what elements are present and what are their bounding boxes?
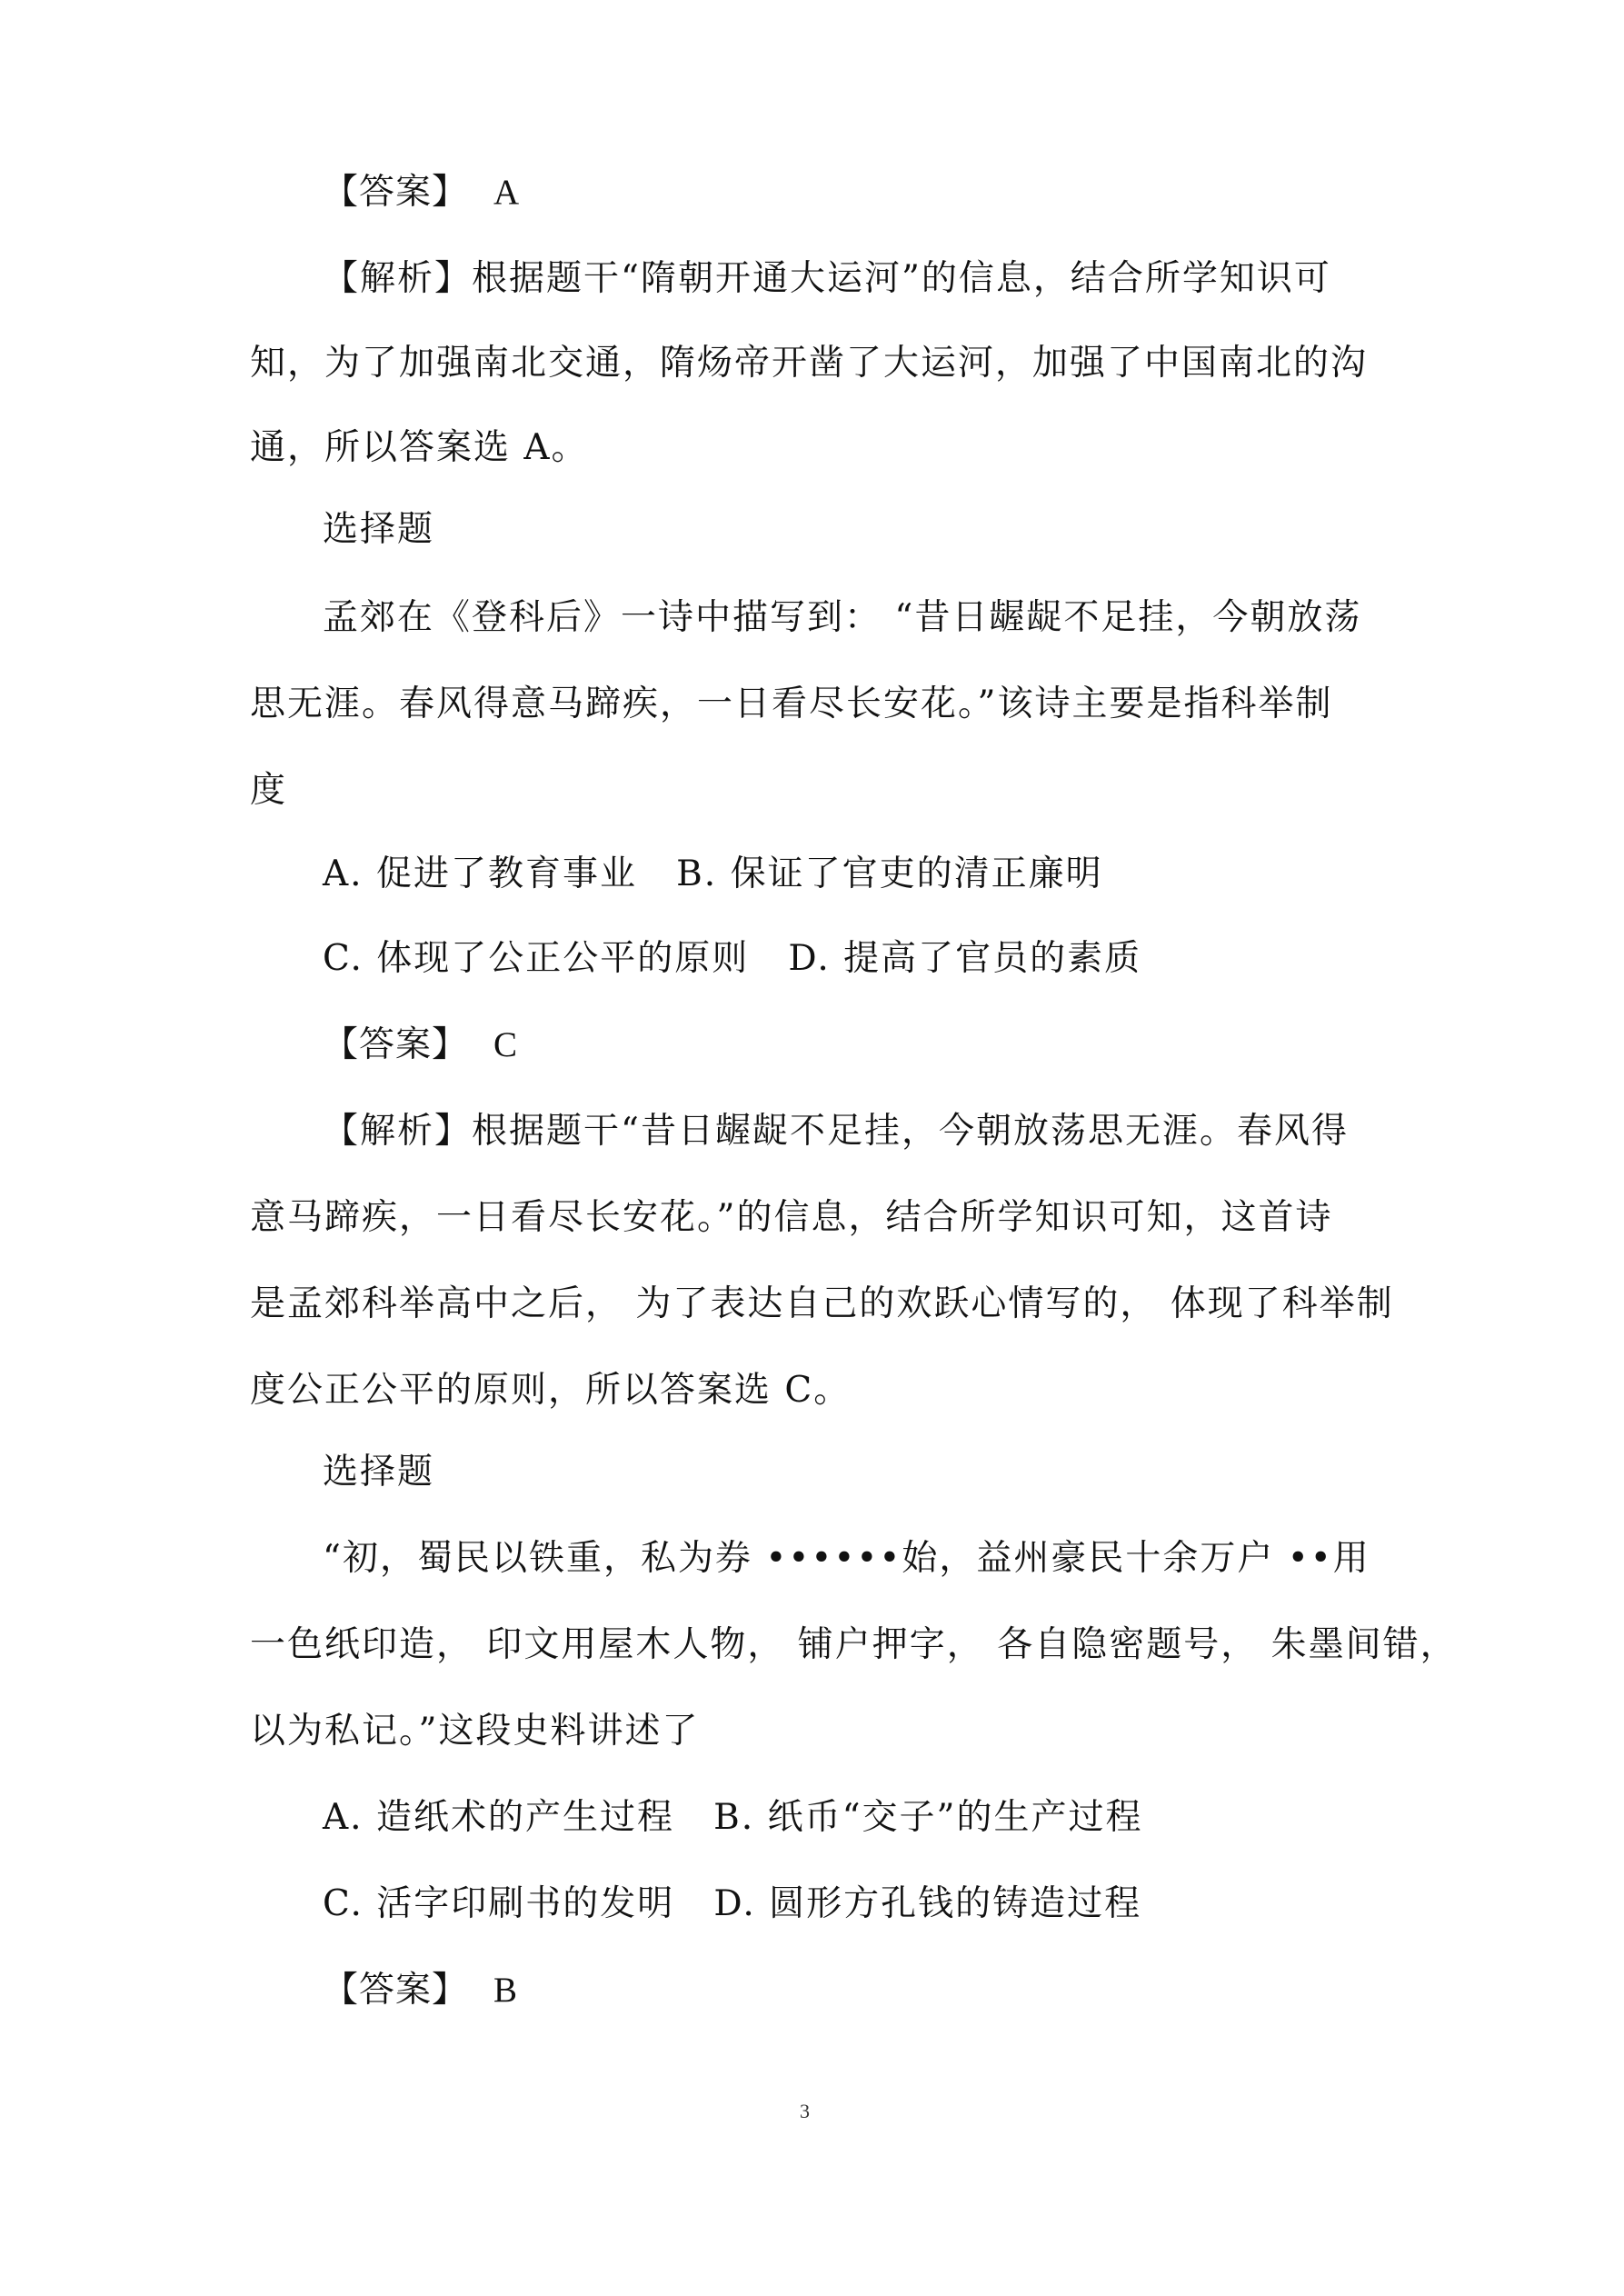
question-stem-line: 思无涯。春风得意马蹄疾，一日看尽长安花。”该诗主要是指科举制 xyxy=(250,684,1333,724)
answer-line-q1 xyxy=(323,172,520,213)
answer-label: 【答案】 xyxy=(323,1024,469,1065)
options-line: A. 促进了教育事业 B. 保证了官吏的清正廉明 xyxy=(323,854,1103,894)
analysis-line: 度公正公平的原则，所以答案选 C。 xyxy=(250,1370,852,1411)
answer-label: 【答案】 xyxy=(323,1970,469,2011)
analysis-line: 意马蹄疾，一日看尽长安花。”的信息，结合所学知识可知，这首诗 xyxy=(250,1197,1333,1238)
question-stem-line: 孟郊在《登科后》一诗中描写到： “昔日龌龊不足挂，今朝放荡 xyxy=(323,597,1362,638)
analysis-line: 知，为了加强南北交通，隋炀帝开凿了大运河，加强了中国南北的沟 xyxy=(250,343,1369,384)
question-type-label: 选择题 xyxy=(323,509,435,550)
options-line: C. 活字印刷书的发明 D. 圆形方孔钱的铸造过程 xyxy=(323,1883,1142,1924)
answer-line-q2 xyxy=(323,1024,518,1065)
question-stem-line: 一色纸印造， 印文用屋木人物， 铺户押字， 各自隐密题号， 朱墨间错， xyxy=(250,1624,1458,1665)
analysis-line: 是孟郊科举高中之后， 为了表达自己的欢跃心情写的， 体现了科举制 xyxy=(250,1283,1394,1324)
question-stem-line: 以为私记。”这段史料讲述了 xyxy=(250,1711,700,1752)
analysis-line: 【解析】根据题干“昔日龌龊不足挂，今朝放荡思无涯。春风得 xyxy=(323,1111,1349,1152)
question-type-label: 选择题 xyxy=(323,1452,435,1492)
answer-line-q3 xyxy=(323,1970,518,2011)
answer-value: B xyxy=(493,1971,518,2010)
question-stem-line: “初，蜀民以铁重，私为券 ••••••始，益州豪民十余万户 ••用 xyxy=(323,1538,1370,1579)
analysis-line: 【解析】根据题干“隋朝开通大运河”的信息，结合所学知识可 xyxy=(323,258,1331,299)
answer-value: A xyxy=(493,173,520,212)
options-line: A. 造纸术的产生过程 B. 纸币“交子”的生产过程 xyxy=(323,1797,1143,1838)
page-number: 3 xyxy=(800,2100,810,2122)
question-stem-line: 度 xyxy=(250,770,288,811)
answer-value: C xyxy=(493,1025,518,1064)
answer-label: 【答案】 xyxy=(323,172,469,213)
analysis-line: 通，所以答案选 A。 xyxy=(250,427,589,468)
options-line: C. 体现了公正公平的原则 D. 提高了官员的素质 xyxy=(323,938,1142,979)
